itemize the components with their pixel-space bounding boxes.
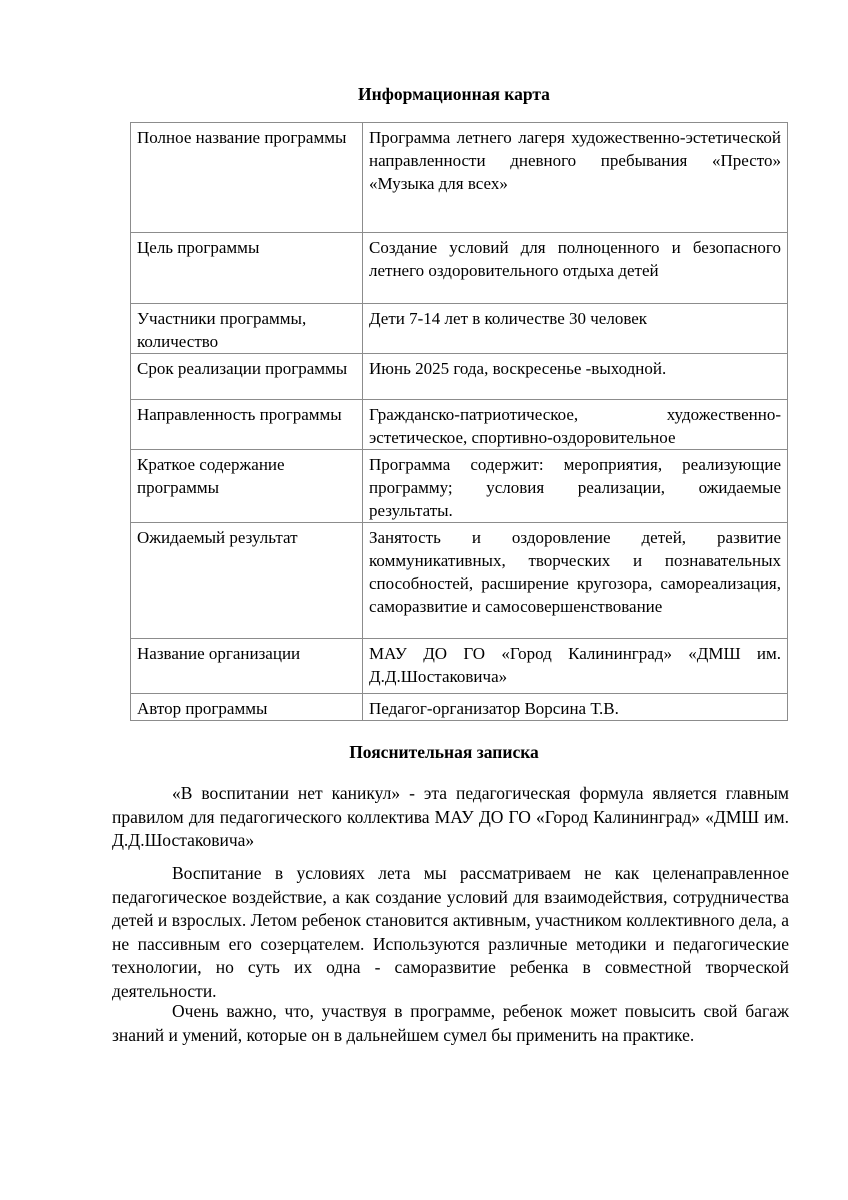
table-row [131, 354, 788, 400]
page-title: Информационная карта [358, 84, 550, 104]
row-value: Педагог-организатор Ворсина Т.В. [363, 694, 788, 721]
table-row [131, 123, 788, 233]
row-value: МАУ ДО ГО «Город Калининград» «ДМШ им. Д.Д.Шостаковича» [363, 639, 788, 694]
row-label: Название организации [131, 639, 363, 694]
row-label: Участники программы, количество [131, 304, 363, 354]
row-label: Краткое содержание программы [131, 450, 363, 523]
table-row [131, 233, 788, 304]
row-value: Занятость и оздоровление детей, развитие коммуникативных, творческих и познавательных способностей, расширение кругозора, самореализация, саморазвитие и самосовершенствование [363, 523, 788, 639]
row-value: Создание условий для полноценного и безопасного летнего оздоровительного отдыха детей [363, 233, 788, 304]
table-row [131, 400, 788, 450]
row-value: Программа содержит: мероприятия, реализующие программу; условия реализации, ожидаемые результаты. [363, 450, 788, 523]
row-value: Дети 7-14 лет в количестве 30 человек [363, 304, 788, 354]
section-title: Пояснительная записка [349, 742, 539, 762]
table-row [131, 523, 788, 639]
table-row [131, 450, 788, 523]
row-label: Полное название программы [131, 123, 363, 233]
table-row [131, 639, 788, 694]
row-label: Ожидаемый результат [131, 523, 363, 639]
paragraph: Очень важно, что, участвуя в программе, ребенок может повысить свой багаж знаний и умений, которые он в дальнейшем сумел бы применить на практике. [112, 1001, 789, 1045]
row-value: Программа летнего лагеря художественно-эстетической направленности дневного пребывания «Престо» «Музыка для всех» [363, 123, 788, 233]
row-value: Гражданско-патриотическое, художественно-эстетическое, спортивно-оздоровительное [363, 400, 788, 450]
row-label: Автор программы [131, 694, 363, 721]
row-value: Июнь 2025 года, воскресенье -выходной. [363, 354, 788, 400]
paragraph: Воспитание в условиях лета мы рассматриваем не как целенаправленное педагогическое воздействие, а как создание условий для взаимодействия, сотрудничества детей и взрослых. Летом ребенок становится активным, участником коллективного дела, а не пассивным его созерцателем. Используются различные методики и педагогические технологии, но суть их одна - саморазвитие ребенка в совместной творческой деятельности. [112, 863, 789, 1001]
row-label: Цель программы [131, 233, 363, 304]
table-row [131, 694, 788, 721]
table-row [131, 304, 788, 354]
row-label: Направленность программы [131, 400, 363, 450]
paragraph: «В воспитании нет каникул» - эта педагогическая формула является главным правилом для педагогического коллектива МАУ ДО ГО «Город Калининград» «ДМШ им. Д.Д.Шостаковича» [112, 783, 789, 850]
info-card-table [130, 122, 788, 721]
row-label: Срок реализации программы [131, 354, 363, 400]
